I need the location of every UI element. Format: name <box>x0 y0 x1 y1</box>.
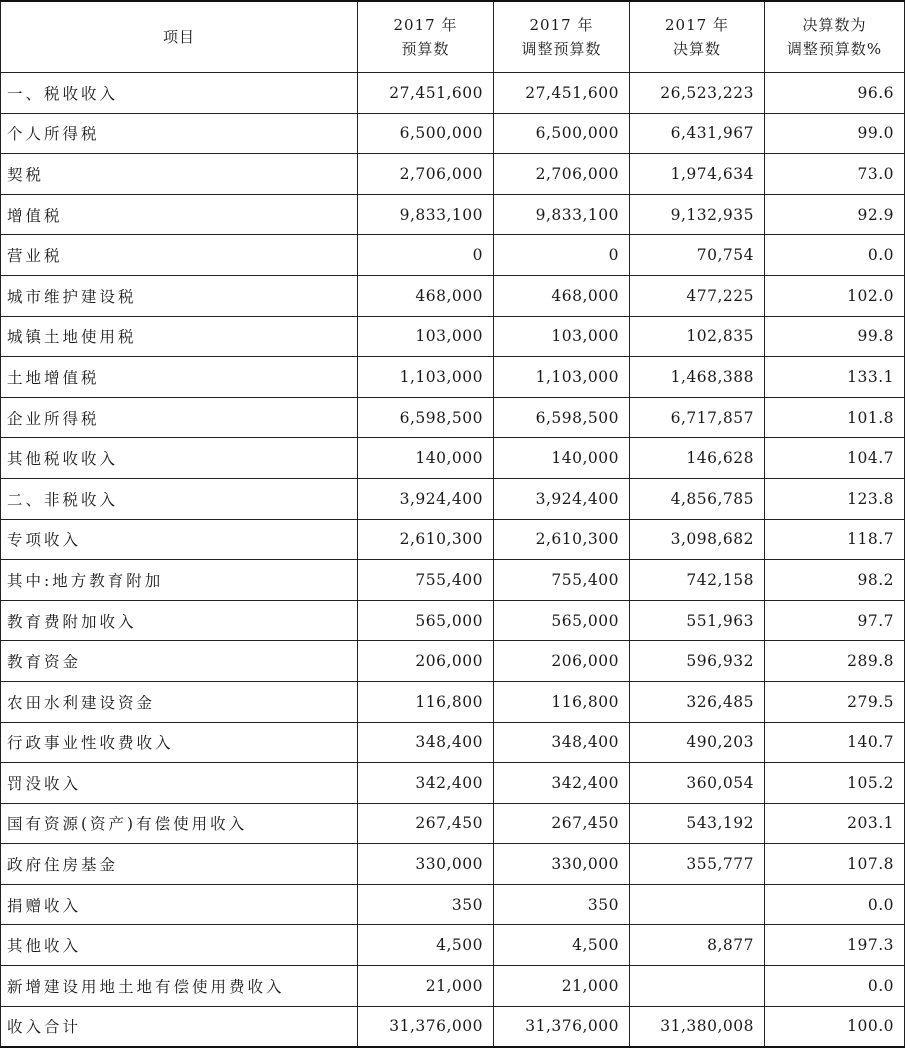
row-ratio-value: 140.7 <box>765 722 905 763</box>
row-budget-value: 103,000 <box>358 316 494 357</box>
row-item-name: 罚没收入 <box>1 763 358 804</box>
row-item-name: 增值税 <box>1 194 358 235</box>
table-row <box>1 925 905 966</box>
row-adjusted-value: 342,400 <box>494 763 630 804</box>
table-row <box>1 73 905 114</box>
row-ratio-value: 107.8 <box>765 844 905 885</box>
row-adjusted-value: 103,000 <box>494 316 630 357</box>
row-final-value: 596,932 <box>630 641 765 682</box>
row-budget-value: 0 <box>358 235 494 276</box>
header-ratio-line1: 决算数为 <box>802 16 867 34</box>
row-item-name: 教育资金 <box>1 641 358 682</box>
row-final-value: 6,431,967 <box>630 113 765 154</box>
row-budget-value: 6,500,000 <box>358 113 494 154</box>
row-item-name: 国有资源(资产)有偿使用收入 <box>1 803 358 844</box>
table-row <box>1 803 905 844</box>
table-header-row <box>1 1 905 73</box>
row-item-name: 教育费附加收入 <box>1 600 358 641</box>
header-budget-line1: 2017 年 <box>393 16 458 34</box>
header-item <box>1 1 358 73</box>
row-ratio-value: 0.0 <box>765 884 905 925</box>
table-row <box>1 844 905 885</box>
row-final-value: 360,054 <box>630 763 765 804</box>
row-budget-value: 2,706,000 <box>358 154 494 195</box>
table-row <box>1 154 905 195</box>
row-ratio-value: 96.6 <box>765 73 905 114</box>
row-final-value: 146,628 <box>630 438 765 479</box>
header-ratio <box>765 1 905 73</box>
row-final-value: 26,523,223 <box>630 73 765 114</box>
row-final-value: 9,132,935 <box>630 194 765 235</box>
row-ratio-value: 98.2 <box>765 560 905 601</box>
row-adjusted-value: 140,000 <box>494 438 630 479</box>
table-row <box>1 722 905 763</box>
row-item-name: 契税 <box>1 154 358 195</box>
row-budget-value: 31,376,000 <box>358 1006 494 1047</box>
row-adjusted-value: 330,000 <box>494 844 630 885</box>
row-final-value: 31,380,008 <box>630 1006 765 1047</box>
row-ratio-value: 102.0 <box>765 275 905 316</box>
row-ratio-value: 105.2 <box>765 763 905 804</box>
row-ratio-value: 0.0 <box>765 235 905 276</box>
row-adjusted-value: 1,103,000 <box>494 357 630 398</box>
header-final <box>630 1 765 73</box>
row-budget-value: 140,000 <box>358 438 494 479</box>
table-row <box>1 763 905 804</box>
row-final-value: 1,974,634 <box>630 154 765 195</box>
row-item-name: 土地增值税 <box>1 357 358 398</box>
row-adjusted-value: 4,500 <box>494 925 630 966</box>
row-item-name: 营业税 <box>1 235 358 276</box>
table-row <box>1 600 905 641</box>
table-body <box>1 73 905 1047</box>
table-row <box>1 235 905 276</box>
row-budget-value: 342,400 <box>358 763 494 804</box>
row-adjusted-value: 31,376,000 <box>494 1006 630 1047</box>
row-final-value: 490,203 <box>630 722 765 763</box>
row-adjusted-value: 267,450 <box>494 803 630 844</box>
row-budget-value: 9,833,100 <box>358 194 494 235</box>
table-row <box>1 194 905 235</box>
row-ratio-value: 203.1 <box>765 803 905 844</box>
row-adjusted-value: 2,610,300 <box>494 519 630 560</box>
row-final-value: 4,856,785 <box>630 478 765 519</box>
row-ratio-value: 99.0 <box>765 113 905 154</box>
row-budget-value: 2,610,300 <box>358 519 494 560</box>
row-item-name: 政府住房基金 <box>1 844 358 885</box>
row-ratio-value: 104.7 <box>765 438 905 479</box>
row-budget-value: 21,000 <box>358 966 494 1007</box>
row-final-value: 70,754 <box>630 235 765 276</box>
header-adjusted-line1: 2017 年 <box>529 16 594 34</box>
table-row <box>1 966 905 1007</box>
header-adjusted-line2: 调整预算数 <box>521 40 602 58</box>
row-adjusted-value: 565,000 <box>494 600 630 641</box>
table-row <box>1 641 905 682</box>
row-ratio-value: 92.9 <box>765 194 905 235</box>
row-adjusted-value: 27,451,600 <box>494 73 630 114</box>
row-item-name: 其他税收收入 <box>1 438 358 479</box>
row-budget-value: 3,924,400 <box>358 478 494 519</box>
row-adjusted-value: 206,000 <box>494 641 630 682</box>
row-adjusted-value: 0 <box>494 235 630 276</box>
row-budget-value: 1,103,000 <box>358 357 494 398</box>
table-row <box>1 519 905 560</box>
table-row <box>1 884 905 925</box>
row-ratio-value: 97.7 <box>765 600 905 641</box>
row-adjusted-value: 2,706,000 <box>494 154 630 195</box>
header-item-label: 项目 <box>162 28 195 46</box>
row-ratio-value: 289.8 <box>765 641 905 682</box>
row-item-name: 其他收入 <box>1 925 358 966</box>
row-final-value: 543,192 <box>630 803 765 844</box>
row-adjusted-value: 6,598,500 <box>494 397 630 438</box>
row-budget-value: 468,000 <box>358 275 494 316</box>
row-item-name: 专项收入 <box>1 519 358 560</box>
header-adjusted <box>494 1 630 73</box>
row-final-value <box>630 884 765 925</box>
table-row <box>1 316 905 357</box>
row-adjusted-value: 3,924,400 <box>494 478 630 519</box>
table-row <box>1 113 905 154</box>
row-final-value: 3,098,682 <box>630 519 765 560</box>
row-budget-value: 755,400 <box>358 560 494 601</box>
row-final-value <box>630 966 765 1007</box>
table-row <box>1 478 905 519</box>
row-adjusted-value: 350 <box>494 884 630 925</box>
row-item-name: 行政事业性收费收入 <box>1 722 358 763</box>
row-adjusted-value: 755,400 <box>494 560 630 601</box>
header-budget <box>358 1 494 73</box>
table-row <box>1 1006 905 1047</box>
row-item-name: 二、非税收入 <box>1 478 358 519</box>
table-row <box>1 397 905 438</box>
row-adjusted-value: 21,000 <box>494 966 630 1007</box>
row-adjusted-value: 116,800 <box>494 681 630 722</box>
row-budget-value: 116,800 <box>358 681 494 722</box>
row-adjusted-value: 468,000 <box>494 275 630 316</box>
row-item-name: 城镇土地使用税 <box>1 316 358 357</box>
table-row <box>1 681 905 722</box>
row-ratio-value: 133.1 <box>765 357 905 398</box>
row-final-value: 1,468,388 <box>630 357 765 398</box>
row-item-name: 其中:地方教育附加 <box>1 560 358 601</box>
row-item-name: 农田水利建设资金 <box>1 681 358 722</box>
row-item-name: 个人所得税 <box>1 113 358 154</box>
table-row <box>1 438 905 479</box>
row-ratio-value: 118.7 <box>765 519 905 560</box>
table-row <box>1 357 905 398</box>
row-budget-value: 267,450 <box>358 803 494 844</box>
row-final-value: 326,485 <box>630 681 765 722</box>
header-ratio-line2: 调整预算数% <box>786 40 883 58</box>
row-adjusted-value: 348,400 <box>494 722 630 763</box>
row-final-value: 6,717,857 <box>630 397 765 438</box>
row-final-value: 102,835 <box>630 316 765 357</box>
row-final-value: 8,877 <box>630 925 765 966</box>
row-final-value: 477,225 <box>630 275 765 316</box>
header-final-line1: 2017 年 <box>665 16 729 34</box>
row-budget-value: 348,400 <box>358 722 494 763</box>
row-item-name: 收入合计 <box>1 1006 358 1047</box>
row-adjusted-value: 6,500,000 <box>494 113 630 154</box>
row-ratio-value: 123.8 <box>765 478 905 519</box>
row-item-name: 企业所得税 <box>1 397 358 438</box>
row-final-value: 355,777 <box>630 844 765 885</box>
row-budget-value: 330,000 <box>358 844 494 885</box>
row-budget-value: 350 <box>358 884 494 925</box>
row-budget-value: 4,500 <box>358 925 494 966</box>
row-ratio-value: 73.0 <box>765 154 905 195</box>
header-budget-line2: 预算数 <box>401 40 450 58</box>
row-ratio-value: 197.3 <box>765 925 905 966</box>
row-adjusted-value: 9,833,100 <box>494 194 630 235</box>
row-ratio-value: 101.8 <box>765 397 905 438</box>
row-ratio-value: 100.0 <box>765 1006 905 1047</box>
table-row <box>1 275 905 316</box>
row-ratio-value: 99.8 <box>765 316 905 357</box>
table-row <box>1 560 905 601</box>
row-item-name: 一、税收收入 <box>1 73 358 114</box>
row-ratio-value: 0.0 <box>765 966 905 1007</box>
row-item-name: 新增建设用地土地有偿使用费收入 <box>1 966 358 1007</box>
row-final-value: 551,963 <box>630 600 765 641</box>
row-budget-value: 565,000 <box>358 600 494 641</box>
row-item-name: 捐赠收入 <box>1 884 358 925</box>
header-final-line2: 决算数 <box>672 40 721 58</box>
row-final-value: 742,158 <box>630 560 765 601</box>
row-budget-value: 6,598,500 <box>358 397 494 438</box>
row-budget-value: 206,000 <box>358 641 494 682</box>
row-budget-value: 27,451,600 <box>358 73 494 114</box>
row-ratio-value: 279.5 <box>765 681 905 722</box>
row-item-name: 城市维护建设税 <box>1 275 358 316</box>
